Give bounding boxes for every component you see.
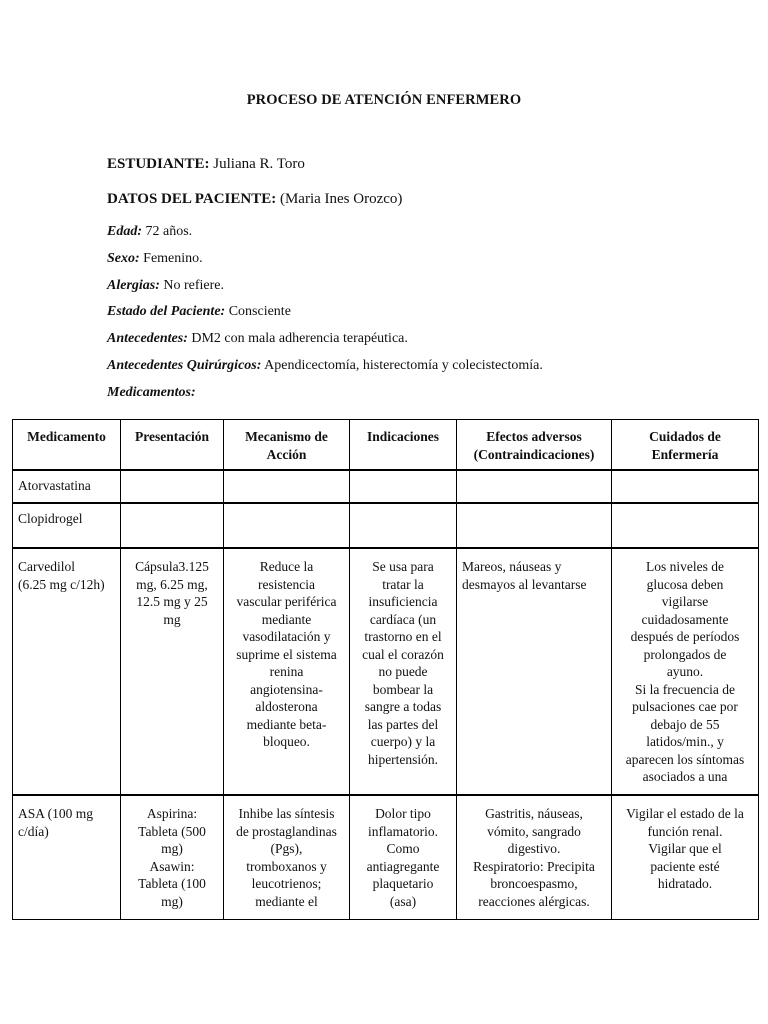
cell-indicaciones: Dolor tipo inflamatorio. Como antiagregante plaquetario (asa) <box>350 795 457 920</box>
field-value: Consciente <box>225 304 291 319</box>
field-label: Medicamentos: <box>107 385 196 400</box>
cell-cuidados: Los niveles de glucosa deben vigilarse cuidadosamente después de períodos prolongados de ayuno. Si la frecuencia de pulsaciones cae por debajo de 55 latidos/min., y aparecen los síntomas asociados a una <box>612 548 759 795</box>
cell-presentacion: Aspirina: Tableta (500 mg) Asawin: Tableta (100 mg) <box>121 795 224 920</box>
header-medicamento: Medicamento <box>13 420 121 471</box>
field-value: No refiere. <box>159 278 225 293</box>
cell-mecanismo <box>224 503 350 548</box>
cell-cuidados <box>612 470 759 503</box>
field-value: DM2 con mala adherencia terapéutica. <box>187 331 408 346</box>
cell-presentacion <box>121 503 224 548</box>
cell-medicamento: Atorvastatina <box>13 470 121 503</box>
cell-medicamento: ASA (100 mg c/día) <box>13 795 121 920</box>
field-label: Estado del Paciente: <box>107 304 226 319</box>
document-title: PROCESO DE ATENCIÓN ENFERMERO <box>246 92 522 108</box>
cell-efectos: Mareos, náuseas y desmayos al levantarse <box>457 548 612 795</box>
field-allergies <box>107 278 224 294</box>
field-label: Alergias: <box>107 278 160 293</box>
cell-indicaciones: Se usa para tratar la insuficiencia cardíaca (un trastorno en el cual el corazón no puede bombear la sangre a todas las partes del cuerpo) y la hipertensión. <box>350 548 457 795</box>
field-age <box>107 224 192 240</box>
patient-label: DATOS DEL PACIENTE: <box>107 191 277 207</box>
header-cuidados: Cuidados de Enfermería <box>612 420 759 471</box>
cell-indicaciones <box>350 470 457 503</box>
table-row <box>13 795 759 920</box>
field-sex <box>107 251 203 267</box>
student-label: ESTUDIANTE: <box>107 156 210 172</box>
header-presentacion: Presentación <box>121 420 224 471</box>
field-value: Apendicectomía, histerectomía y colecistectomía. <box>261 358 543 373</box>
cell-medicamento: Clopidrogel <box>13 503 121 548</box>
header-indicaciones: Indicaciones <box>350 420 457 471</box>
table-row <box>13 503 759 548</box>
cell-mecanismo: Inhibe las síntesis de prostaglandinas (Pgs), tromboxanos y leucotrienos; mediante el <box>224 795 350 920</box>
cell-indicaciones <box>350 503 457 548</box>
field-value: 72 años. <box>142 224 193 239</box>
patient-value: (Maria Ines Orozco) <box>276 191 403 207</box>
table-row <box>13 470 759 503</box>
cell-efectos <box>457 503 612 548</box>
cell-cuidados: Vigilar el estado de la función renal. Vigilar que el paciente esté hidratado. <box>612 795 759 920</box>
header-efectos: Efectos adversos (Contraindicaciones) <box>457 420 612 471</box>
cell-presentacion <box>121 470 224 503</box>
field-medications <box>107 385 196 401</box>
student-value: Juliana R. Toro <box>209 156 305 172</box>
cell-medicamento: Carvedilol (6.25 mg c/12h) <box>13 548 121 795</box>
cell-cuidados <box>612 503 759 548</box>
field-patient-state <box>107 304 291 320</box>
cell-efectos: Gastritis, náuseas, vómito, sangrado digestivo. Respiratorio: Precipita broncoespasmo, reacciones alérgicas. <box>457 795 612 920</box>
field-label: Antecedentes Quirúrgicos: <box>107 358 262 373</box>
field-label: Edad: <box>107 224 142 239</box>
table-row <box>13 548 759 795</box>
cell-presentacion: Cápsula3.125 mg, 6.25 mg, 12.5 mg y 25 mg <box>121 548 224 795</box>
patient-line <box>107 191 402 208</box>
cell-efectos <box>457 470 612 503</box>
medications-table <box>12 419 759 920</box>
student-line <box>107 156 305 173</box>
field-label: Antecedentes: <box>107 331 188 346</box>
field-history <box>107 331 408 347</box>
table-header-row <box>13 420 759 471</box>
field-label: Sexo: <box>107 251 140 266</box>
cell-mecanismo: Reduce la resistencia vascular periférica mediante vasodilatación y suprime el sistema renina angiotensina- aldosterona mediante beta- bloqueo. <box>224 548 350 795</box>
field-value: Femenino. <box>139 251 203 266</box>
field-surgical-history <box>107 358 543 374</box>
cell-mecanismo <box>224 470 350 503</box>
header-mecanismo: Mecanismo de Acción <box>224 420 350 471</box>
